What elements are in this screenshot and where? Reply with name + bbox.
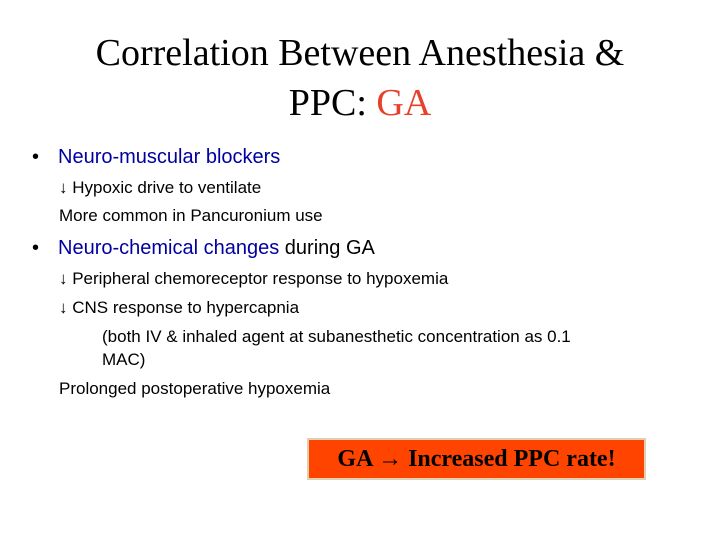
- bullet-label: Neuro-muscular blockers: [58, 146, 281, 168]
- bullet-neurochemical: [32, 236, 375, 260]
- subitem: ↓ Hypoxic drive to ventilate: [59, 178, 262, 197]
- bullet-label: Neuro-chemical changes: [58, 237, 280, 259]
- subitem: MAC): [102, 350, 146, 369]
- title-line-2-prefix: PPC:: [288, 82, 377, 124]
- conclusion-box: GA → Increased PPC rate!: [307, 438, 646, 480]
- bullet-marker: •: [32, 146, 40, 168]
- title-line-2: [40, 78, 680, 128]
- subitem: (both IV & inhaled agent at subanesthetic concentration as 0.1: [102, 327, 571, 346]
- subitem: More common in Pancuronium use: [59, 206, 323, 225]
- title-accent: GA: [376, 82, 432, 124]
- bullet-neuromuscular: [32, 145, 280, 169]
- slide-title: [40, 28, 680, 128]
- subitem: ↓ Peripheral chemoreceptor response to hypoxemia: [59, 269, 449, 288]
- subitem: Prolonged postoperative hypoxemia: [59, 379, 331, 398]
- bullet-marker: •: [32, 237, 40, 259]
- title-line-1: Correlation Between Anesthesia &: [95, 32, 625, 74]
- bullet-suffix: during GA: [279, 237, 375, 259]
- subitem: ↓ CNS response to hypercapnia: [59, 298, 300, 317]
